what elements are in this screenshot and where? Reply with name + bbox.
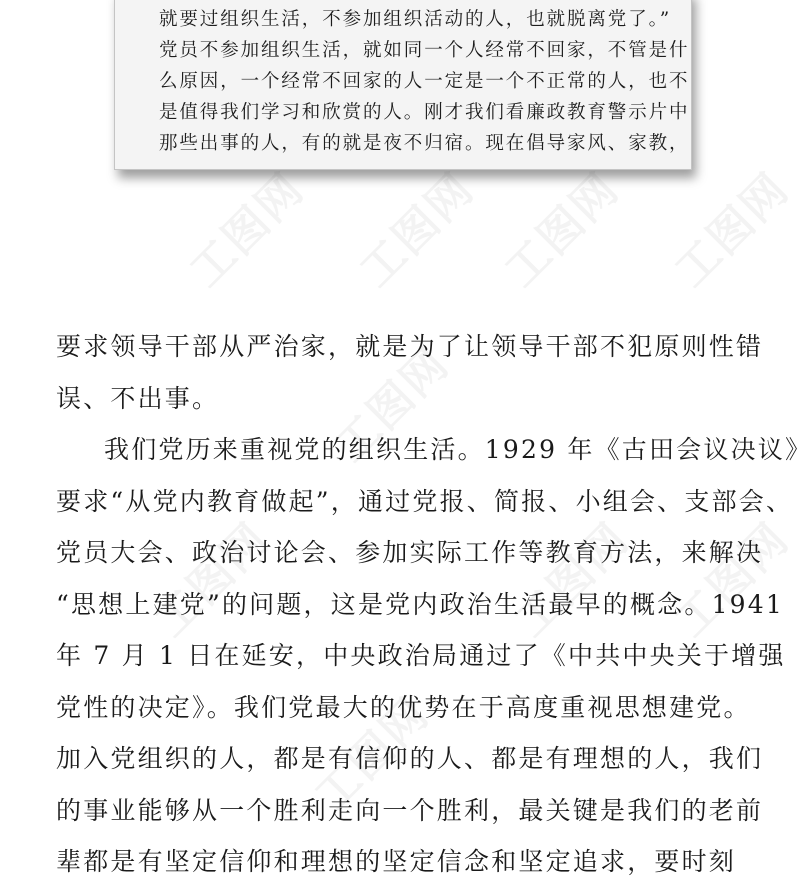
watermark: 工图网 (495, 163, 630, 298)
quote-line: 那些出事的人，有的就是夜不归宿。现在倡导家风、家教， (159, 133, 690, 154)
quote-line: 么原因，一个经常不回家的人一定是一个不正常的人，也不 (159, 71, 690, 92)
watermark: 工图网 (505, 513, 640, 648)
body-text (56, 321, 812, 888)
watermark: 工图网 (305, 688, 440, 823)
body-line: 要求领导干部从严治家，就是为了让领导干部不犯原则性错 (56, 332, 764, 361)
body-line: 辈都是有坚定信仰和理想的坚定信念和坚定追求，要时刻 (56, 847, 737, 876)
watermark: 工图网 (665, 513, 800, 648)
body-line: 党性的决定》。我们党最大的优势在于高度重视思想建党。 (56, 692, 751, 722)
body-line: “思想上建党”的问题，这是党内政治生活最早的概念。1941 (56, 589, 784, 619)
watermark: 工图网 (665, 163, 800, 298)
watermark: 工图网 (325, 338, 460, 473)
body-line: 党员大会、政治讨论会、参加实际工作等教育方法，来解决 (56, 538, 764, 567)
body-paragraph-start: 我们党历来重视党的组织生活。1929 年《古田会议决议》 (104, 435, 812, 464)
quote-card (114, 0, 692, 170)
watermark: 工图网 (350, 163, 485, 298)
body-line: 加入党组织的人，都是有信仰的人、都是有理想的人，我们 (56, 744, 764, 773)
quote-line: 就要过组织生活，不参加组织活动的人，也就脱离党了。” (159, 9, 672, 30)
quote-line: 党员不参加组织生活，就如同一个人经常不回家，不管是什 (159, 40, 690, 61)
body-line: 的事业能够从一个胜利走向一个胜利，最关键是我们的老前 (56, 795, 764, 825)
body-line: 误、不出事。 (56, 383, 220, 413)
quote-line: 是值得我们学习和欣赏的人。刚才我们看廉政教育警示片中 (159, 102, 690, 123)
body-line: 要求“从党内教育做起”，通过党报、简报、小组会、支部会、 (56, 486, 794, 516)
body-line: 年 7 月 1 日在延安，中央政治局通过了《中共中央关于增强 (56, 641, 786, 670)
watermark: 工图网 (180, 163, 315, 298)
watermark: 工图网 (145, 513, 280, 648)
